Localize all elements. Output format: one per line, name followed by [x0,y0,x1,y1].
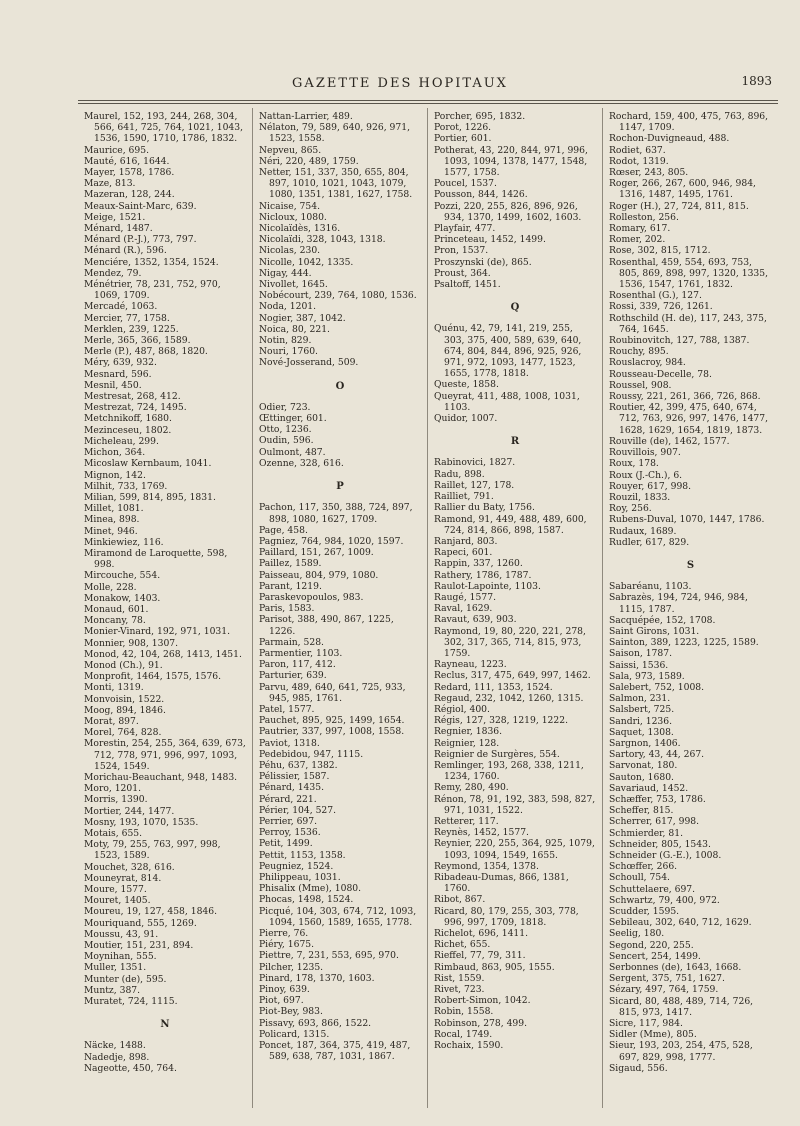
index-entry: Rodiet, 637. [609,144,666,156]
index-entry: Muller, 1351. [84,962,147,974]
index-entry: Romary, 617. [609,223,671,235]
index-columns [78,108,778,1108]
index-entry: Micheleau, 299. [84,435,159,447]
index-entry: Péhu, 637, 1382. [259,759,338,771]
index-entry: Pedebidou, 947, 1115. [259,748,364,760]
index-entry: Néri, 220, 489, 1759. [259,155,359,167]
index-entry: Ribot, 867. [434,894,486,906]
index-entry: Mortier, 244, 1477. [84,805,175,817]
index-entry: Pérard, 221. [259,793,317,805]
index-entry: Sicre, 117, 984. [609,1018,683,1030]
index-entry: Rabinovici, 1827. [434,457,516,469]
index-entry: Proust, 364. [434,267,491,279]
index-entry: Roger, 266, 267, 600, 946, 984, 1316, 1487, 1495, 1761. [609,178,756,201]
index-entry: Pélissier, 1587. [259,771,330,783]
index-entry: Sieur, 193, 203, 254, 475, 528, 697, 829, 998, 1777. [609,1040,753,1063]
index-entry: Paillard, 151, 267, 1009. [259,547,374,559]
index-entry: Robert-Simon, 1042. [434,995,531,1007]
index-column [253,108,428,1108]
index-entry: Pauchet, 895, 925, 1499, 1654. [259,715,405,727]
index-entry: Ricard, 80, 179, 255, 303, 778, 996, 997, 1709, 1818. [434,905,579,928]
index-entry: Nobécourt, 239, 764, 1080, 1536. [259,290,417,302]
index-entry: Sabaréanu, 1103. [609,581,692,593]
index-entry: Moog, 894, 1846. [84,704,166,716]
index-entry: Mouchet, 328, 616. [84,861,175,873]
index-entry: Roussy, 221, 261, 366, 726, 868. [609,391,761,403]
index-entry: Robin, 1558. [434,1006,494,1018]
index-entry: Nicolaïdi, 328, 1043, 1318. [259,234,386,246]
index-entry: Segond, 220, 255. [609,939,694,951]
index-entry: Sandri, 1236. [609,715,673,727]
index-entry: Richet, 655. [434,939,491,951]
index-entry: Reynès, 1452, 1577. [434,827,529,839]
index-entry: Rallier du Baty, 1756. [434,502,535,514]
index-entry: Scheffer, 815. [609,805,674,817]
index-column [603,108,778,1108]
index-entry: Phisalix (Mme), 1080. [259,883,362,895]
index-entry: Sencert, 254, 1499. [609,950,701,962]
index-entry: Reynier, 220, 255, 364, 925, 1079, 1093, 1094, 1549, 1655. [434,838,595,861]
index-entry: Schuttelaere, 697. [609,883,696,895]
index-entry: Raugé, 1577. [434,591,496,603]
index-entry: Méry, 639, 932. [84,357,157,369]
index-entry: Princeteau, 1452, 1499. [434,234,546,246]
index-entry: Motais, 655. [84,828,143,839]
index-entry: Pautrier, 337, 997, 1008, 1558. [259,726,405,738]
index-entry: Régiol, 400. [434,703,490,715]
index-entry: Rosenthal, 459, 554, 693, 753, 805, 869, 898, 997, 1320, 1335, 1536, 1547, 1761, 1832. [609,256,769,291]
index-entry: Ménard (P.-J.), 773, 797. [84,234,197,246]
index-entry: Piot, 697. [259,995,304,1007]
index-entry: Ribadeau-Dumas, 866, 1381, 1760. [434,872,569,895]
index-entry: Richelot, 696, 1411. [434,928,529,940]
index-entry: Moncany, 78. [84,615,146,627]
index-entry: Reclus, 317, 475, 649, 997, 1462. [434,670,591,682]
index-entry: Näcke, 1488. [84,1040,146,1052]
index-entry: Rayneau, 1223. [434,659,507,671]
index-entry: Nélaton, 79, 589, 640, 926, 971, 1523, 1558. [259,122,410,145]
index-entry: Pierre, 76. [259,928,309,940]
index-entry: Pénard, 1435. [259,782,325,794]
index-entry: Ravaut, 639, 903. [434,614,517,626]
index-entry: Perrier, 697. [259,815,318,827]
index-entry: Nivollet, 1645. [259,279,328,291]
index-entry: Morichau-Beauchant, 948, 1483. [84,771,238,783]
index-entry: Sidler (Mme), 805. [609,1029,697,1041]
index-entry: Sicard, 80, 488, 489, 714, 726, 815, 973, 1417. [609,995,754,1018]
index-entry: Poucel, 1537. [434,178,497,190]
index-entry: Sauton, 1680. [609,771,674,783]
index-entry: Parturier, 639. [259,670,327,682]
index-entry: Parant, 1219. [259,580,322,592]
index-entry: Moro, 1201. [84,783,142,795]
index-entry: Seelig, 180. [609,928,665,940]
index-entry: Mouriquand, 555, 1269. [84,917,197,929]
index-entry: Proszynski (de), 865. [434,256,532,268]
index-entry: Pettit, 1153, 1358. [259,849,346,861]
index-entry: Nigay, 444. [259,267,312,279]
index-entry: Nicolle, 1042, 1335. [259,256,354,268]
index-entry: Monod (Ch.), 91. [84,659,163,671]
index-entry: Mayer, 1578, 1786. [84,167,175,179]
index-entry: Nepveu, 865. [259,144,322,156]
index-entry: Moty, 79, 255, 763, 997, 998, 1523, 1589. [84,839,221,862]
index-entry: Rist, 1559. [434,972,485,984]
index-entry: Rubens-Duval, 1070, 1447, 1786. [609,514,765,526]
index-entry: Maurel, 152, 193, 244, 268, 304, 566, 641, 725, 764, 1021, 1043, 1536, 1590, 1710, 1786, 1832. [84,111,244,145]
index-entry: Moutier, 151, 231, 894. [84,940,194,952]
index-entry: Pissavy, 693, 866, 1522. [259,1017,372,1029]
index-entry: Merklen, 239, 1225. [84,323,179,335]
index-entry: Patel, 1577. [259,703,315,715]
index-entry: Railliet, 791. [434,491,494,503]
index-entry: Reignier de Surgères, 554. [434,748,560,760]
index-entry: Rathery, 1786, 1787. [434,569,532,581]
index-entry: Ménard, 1487. [84,223,153,235]
index-entry: Munter (de), 595. [84,973,167,985]
index-entry: Minea, 898. [84,514,140,526]
index-entry: Ménard (R.), 596. [84,245,167,257]
section-letter: N [160,1019,170,1031]
index-entry: Potherat, 43, 220, 844, 971, 996, 1093, 1094, 1378, 1477, 1548, 1577, 1758. [434,144,588,179]
index-entry: Nové-Josserand, 509. [259,357,359,369]
index-entry: Parmain, 528. [259,636,324,648]
index-entry: Reignier, 128. [434,737,500,749]
index-entry: Quidor, 1007. [434,413,498,425]
index-entry: Monaud, 601. [84,603,149,615]
index-entry: Ozenne, 328, 616. [259,457,344,469]
index-entry: Regnier, 1836. [434,726,503,738]
index-entry: Roger (H.), 27, 724, 811, 815. [609,200,749,212]
index-entry: Queste, 1858. [434,379,499,391]
index-entry: Picqué, 104, 303, 674, 712, 1093, 1094, 1560, 1589, 1655, 1778. [259,905,417,928]
index-entry: Peugniez, 1524. [259,860,334,872]
index-entry: Nogier, 387, 1042. [259,312,346,324]
index-entry: Saint Girons, 1031. [609,625,700,637]
index-entry: Rodot, 1319. [609,155,669,167]
index-column [428,108,603,1108]
index-entry: Œttinger, 601. [259,413,327,425]
index-entry: Mestrezat, 724, 1495. [84,402,187,414]
index-entry: Salsbert, 725. [609,704,675,716]
index-entry: Monakow, 1403. [84,592,161,604]
index-entry: Maurice, 695. [84,144,150,156]
index-entry: Odier, 723. [259,401,311,413]
index-entry: Roy, 256. [609,503,652,515]
index-entry: Pousson, 844, 1426. [434,189,528,201]
index-entry: Monod, 42, 104, 268, 1413, 1451. [84,648,242,660]
index-entry: Nicaise, 754. [259,200,320,212]
index-entry: Retterer, 117. [434,815,499,827]
index-entry: Parisot, 388, 490, 867, 1225, 1226. [259,614,394,637]
index-entry: Mercier, 77, 1758. [84,312,170,324]
index-entry: Notin, 829. [259,335,312,347]
index-entry: Sézary, 497, 764, 1759. [609,984,719,996]
index-entry: Nageotte, 450, 764. [84,1062,177,1074]
index-entry: Pinoy, 639. [259,984,310,996]
index-entry: Mezinceseu, 1802. [84,424,172,436]
index-entry: Redard, 111, 1353, 1524. [434,681,553,693]
index-entry: Morat, 897. [84,715,139,727]
index-entry: Périer, 104, 527. [259,804,337,816]
index-entry: Phocas, 1498, 1524. [259,894,354,906]
index-entry: Rothschild (H. de), 117, 243, 375, 764, 1645. [609,312,767,335]
index-entry: Milhit, 733, 1769. [84,480,168,492]
index-entry: Porcher, 695, 1832. [434,111,526,122]
index-entry: Milian, 599, 814, 895, 1831. [84,491,216,503]
index-entry: Salmon, 231. [609,693,671,705]
index-entry: Régis, 127, 328, 1219, 1222. [434,715,569,727]
index-entry: Sigaud, 556. [609,1062,668,1074]
index-entry: Moussu, 43, 91. [84,928,159,940]
index-entry: Raval, 1629. [434,603,493,615]
index-entry: Merle (P.), 487, 868, 1820. [84,346,208,358]
index-entry: Scudder, 1595. [609,906,680,918]
index-entry: Queyrat, 411, 488, 1008, 1031, 1103. [434,390,580,413]
index-entry: Rochaix, 1590. [434,1040,504,1052]
index-entry: Playfair, 477. [434,223,496,235]
index-entry: Schmierder, 81. [609,827,683,839]
index-entry: Rapeci, 601. [434,547,493,559]
page-number: 1893 [741,74,772,88]
index-entry: Salebert, 752, 1008. [609,681,705,693]
index-entry: Mesnard, 596. [84,368,152,380]
index-entry: Noica, 80, 221. [259,323,330,335]
index-entry: Noda, 1201. [259,301,317,313]
index-entry: Quénu, 42, 79, 141, 219, 255, 303, 375, 400, 589, 639, 640, 674, 804, 844, 896, 925, 926, 971, 972, 1093, 1477, 1523, 1655, 1778, 1818. [434,323,582,380]
index-entry: Mestresat, 268, 412. [84,391,181,403]
index-entry: Raulot-Lapointe, 1103. [434,580,541,592]
index-entry: Paisseau, 804, 979, 1080. [259,569,379,581]
index-entry: Paraskevopoulos, 983. [259,591,364,603]
index-entry: Nicloux, 1080. [259,211,327,223]
index-entry: Rochon-Duvigneaud, 488. [609,133,730,145]
section-letter: R [510,436,520,448]
index-entry: Rosenthal (G.), 127. [609,290,702,302]
index-entry: Regaud, 232, 1042, 1260, 1315. [434,692,584,704]
index-entry: Policard, 1315. [259,1028,330,1040]
index-entry: Merle, 365, 366, 1589. [84,335,191,347]
index-entry: Mignon, 142. [84,469,146,481]
index-entry: Ramond, 91, 449, 488, 489, 600, 724, 814, 866, 898, 1587. [434,513,587,536]
index-entry: Monier-Vinard, 192, 971, 1031. [84,626,231,638]
index-entry: Rivet, 723. [434,984,485,996]
index-entry: Psaltoff, 1451. [434,279,501,291]
index-entry: Romer, 202. [609,234,666,246]
index-entry: Monti, 1319. [84,682,144,694]
index-entry: Mouret, 1405. [84,895,151,907]
index-entry: Roux, 178. [609,458,659,470]
index-entry: Rouslacroy, 984. [609,357,686,369]
index-entry: Rudaux, 1689. [609,525,677,537]
index-entry: Schœffer, 266. [609,861,678,873]
index-entry: Roubinovitch, 127, 788, 1387. [609,335,750,347]
index-entry: Mercadé, 1063. [84,301,158,313]
header-rule [78,100,778,101]
index-entry: Schneider, 805, 1543. [609,838,711,850]
index-entry: Pinard, 178, 1370, 1603. [259,972,375,984]
index-entry: Rose, 302, 815, 1712. [609,245,711,257]
header-rule [78,103,778,104]
index-entry: Savariaud, 1452. [609,782,689,794]
section-letter: P [336,481,344,493]
index-entry: Rénon, 78, 91, 192, 383, 598, 827, 971, 1031, 1522. [434,793,596,816]
index-entry: Rouvillois, 907. [609,447,681,459]
index-entry: Rouville (de), 1462, 1577. [609,435,730,447]
index-entry: Rouyer, 617, 998. [609,480,692,492]
section-letter: S [686,559,695,571]
index-entry: Scherrer, 617, 998. [609,816,700,828]
index-entry: Rochard, 159, 400, 475, 763, 896, 1147, 1709. [609,111,769,134]
index-entry: Monprofit, 1464, 1575, 1576. [84,671,222,683]
index-entry: Muntz, 387. [84,984,141,996]
index-entry: Ménétrier, 78, 231, 752, 970, 1069, 1709. [84,279,221,302]
index-entry: Miramond de Laroquette, 598, 998. [84,547,228,571]
index-entry: Metchnikoff, 1680. [84,413,172,425]
index-entry: Sacquépée, 152, 1708. [609,614,716,626]
index-entry: Paron, 117, 412. [259,659,336,671]
index-entry: Pilcher, 1235. [259,961,324,973]
index-entry: Piot-Bey, 983. [259,1006,323,1018]
index-entry: Rudler, 617, 829. [609,536,690,548]
index-entry: Parmentier, 1103. [259,647,343,659]
index-entry: Molle, 228. [84,581,137,593]
index-entry: Saissi, 1536. [609,659,669,671]
index-entry: Meige, 1521. [84,211,146,223]
index-entry: Sergent, 375, 751, 1627. [609,973,725,985]
index-entry: Rossi, 339, 726, 1261. [609,301,713,313]
index-entry: Rouchy, 895. [609,346,669,358]
index-entry: Page, 458. [259,524,308,536]
index-entry: Schoull, 754. [609,872,670,884]
index-entry: Rolleston, 256. [609,211,679,223]
index-entry: Philippeau, 1031. [259,872,341,883]
index-column [78,108,253,1108]
index-entry: Mazeran, 128, 244. [84,189,175,201]
index-entry: Petit, 1499. [259,838,313,850]
index-entry: Mendez, 79. [84,267,142,279]
index-entry: Piéry, 1675. [259,939,315,951]
index-entry: Nouri, 1760. [259,346,318,358]
index-entry: Porot, 1226. [434,122,492,134]
index-entry: Schæffer, 753, 1786. [609,793,706,805]
index-entry: Sarvonat, 180. [609,760,678,772]
index-entry: Portier, 601. [434,133,492,145]
index-entry: Morestin, 254, 255, 364, 639, 673, 712, 778, 971, 996, 997, 1093, 1524, 1549. [84,738,246,772]
index-entry: Rousseau-Decelle, 78. [609,368,712,380]
index-entry: Otto, 1236. [259,424,312,436]
index-entry: Poncet, 187, 364, 375, 419, 487, 589, 638, 787, 1031, 1867. [259,1040,411,1063]
index-entry: Remlinger, 193, 268, 338, 1211, 1234, 1760. [434,759,584,783]
index-entry: Parvu, 489, 640, 641, 725, 933, 945, 985, 1761. [259,681,406,704]
index-entry: Piettre, 7, 231, 553, 695, 970. [259,950,399,962]
index-entry: Micoslaw Kernbaum, 1041. [84,458,212,470]
index-entry: Roux (J.-Ch.), 6. [609,469,683,481]
index-entry: Millet, 1081. [84,503,144,515]
index-entry: Minet, 946. [84,525,138,537]
index-entry: Raillet, 127, 178. [434,479,515,491]
index-entry: Mosny, 193, 1070, 1535. [84,816,199,828]
index-entry: Paviot, 1318. [259,737,320,749]
index-entry: Sala, 973, 1589. [609,670,685,682]
index-entry: Pozzi, 220, 255, 826, 896, 926, 934, 1370, 1499, 1602, 1603. [434,200,582,223]
index-entry: Pagniez, 764, 984, 1020, 1597. [259,535,404,547]
index-entry: Morris, 1390. [84,794,148,806]
index-entry: Rimbaud, 863, 905, 1555. [434,961,555,973]
index-entry: Serbonnes (de), 1643, 1668. [609,962,742,974]
index-entry: Mesnil, 450. [84,379,142,391]
index-entry: Muratet, 724, 1115. [84,996,178,1008]
index-entry: Oudin, 596. [259,435,314,447]
index-entry: Schneider (G.-E.), 1008. [609,850,722,861]
index-entry: Menciére, 1352, 1354, 1524. [84,256,219,268]
index-entry: Meaux-Saint-Marc, 639. [84,200,197,212]
index-entry: Moureu, 19, 127, 458, 1846. [84,906,218,918]
index-entry: Morel, 764, 828. [84,727,162,739]
index-entry: Robinson, 278, 499. [434,1017,528,1029]
index-entry: Routier, 42, 399, 475, 640, 674, 712, 763, 926, 997, 1476, 1477, 1628, 1629, 1654, 1819, 1873. [609,402,769,436]
index-entry: Radu, 898. [434,468,485,480]
index-entry: Sargnon, 1406. [609,737,681,749]
index-entry: Monnier, 908, 1307. [84,637,179,649]
index-entry: Nattan-Larrier, 489. [259,111,353,122]
index-entry: Rœser, 243, 805. [609,167,689,179]
index-entry: Netter, 151, 337, 350, 655, 804, 897, 1010, 1021, 1043, 1079, 1080, 1351, 1381, 1627, 1758. [259,167,413,201]
index-entry: Monvoisin, 1522. [84,693,165,705]
index-entry: Nicolas, 230. [259,245,321,257]
index-entry: Roussel, 908. [609,379,672,391]
index-entry: Rappin, 337, 1260. [434,558,523,570]
index-entry: Rouzil, 1833. [609,491,671,503]
index-entry: Minkiewiez, 116. [84,536,164,548]
index-entry: Saison, 1787. [609,648,673,660]
index-entry: Moynihan, 555. [84,951,157,963]
index-entry: Raymond, 19, 80, 220, 221, 278, 302, 317, 365, 714, 815, 973, 1759. [434,625,586,659]
index-entry: Mouneyrat, 814. [84,872,162,884]
index-entry: Reymond, 1354, 1378. [434,860,539,872]
index-entry: Rocal, 1749. [434,1028,493,1040]
index-entry: Remy, 280, 490. [434,782,509,794]
index-entry: Oulmont, 487. [259,446,326,458]
section-letter: O [335,380,345,392]
index-entry: Moure, 1577. [84,884,147,896]
section-letter: Q [510,302,520,314]
index-entry: Maze, 813. [84,178,136,190]
index-entry: Ranjard, 803. [434,535,498,547]
index-entry: Nadedje, 898. [84,1051,150,1063]
index-entry: Rieffel, 77, 79, 311. [434,950,526,962]
index-entry: Perroy, 1536. [259,827,321,839]
index-entry: Sainton, 389, 1223, 1225, 1589. [609,637,759,649]
index-entry: Paillez, 1589. [259,558,322,570]
index-entry: Mauté, 616, 1644. [84,155,170,167]
index-entry: Schwartz, 79, 400, 972. [609,894,720,906]
index-entry: Mircouche, 554. [84,570,161,582]
page-title: GAZETTE DES HOPITAUX [292,76,508,91]
index-entry: Pachon, 117, 350, 388, 724, 897, 898, 1080, 1627, 1709. [259,502,413,525]
index-entry: Nicolaïdès, 1316. [259,223,341,235]
index-entry: Sebileau, 302, 640, 712, 1629. [609,917,752,929]
index-entry: Sartory, 43, 44, 267. [609,749,705,761]
index-entry: Michon, 364. [84,447,146,459]
index-entry: Pron, 1537. [434,245,489,257]
index-entry: Sabrazès, 194, 724, 946, 984, 1115, 1787. [609,592,748,615]
index-entry: Paris, 1583. [259,603,315,615]
index-entry: Saquet, 1308. [609,726,674,738]
